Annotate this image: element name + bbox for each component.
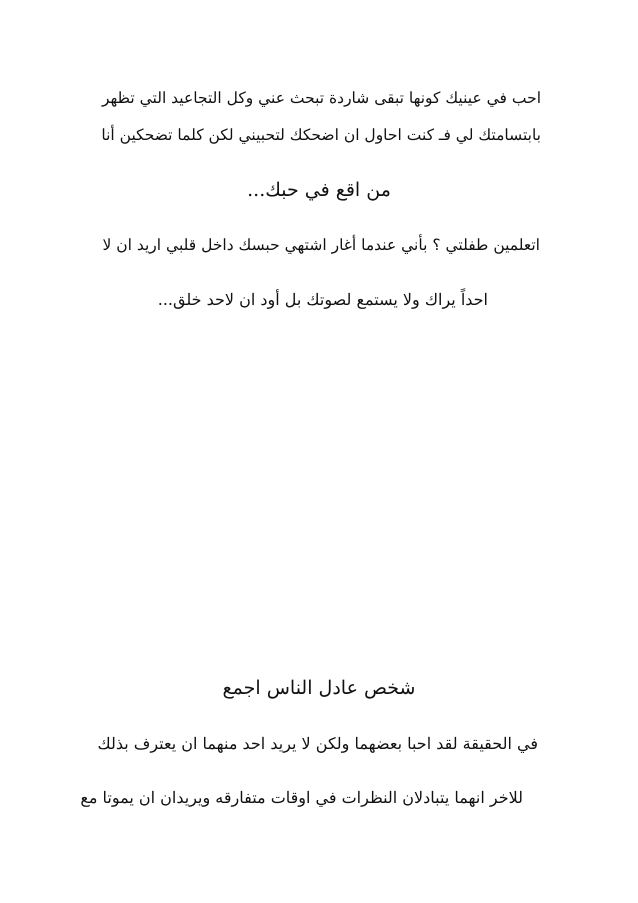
poem-line-2: بابتسامتك لي فـ كنت احاول ان اضحكك لتحبيني لكن كلما تضحكين أنا (101, 126, 541, 144)
poem-line-3: من اقع في حبك... (247, 179, 391, 201)
poem-line-5: احداً يراك ولا يستمع لصوتك بل أود ان لاحد خلق... (157, 290, 488, 309)
paragraph-line-2: للاخر انهما يتبادلان النظرات في اوقات متفارقه ويريدان ان يموتا مع (80, 788, 523, 807)
paragraph-line-1: في الحقيقة لقد احبا بعضهما ولكن لا يريد احد منهما ان يعترف بذلك (97, 734, 538, 753)
section-heading: شخص عادل الناس اجمع (222, 677, 416, 699)
poem-line-4: اتعلمين طفلتي ؟ بأني عندما أغار اشتهي حبسك داخل قلبي اريد ان لا (102, 236, 540, 254)
poem-line-1: احب في عينيك كونها تبقى شاردة تبحث عني وكل التجاعيد التي تظهر (101, 89, 541, 107)
